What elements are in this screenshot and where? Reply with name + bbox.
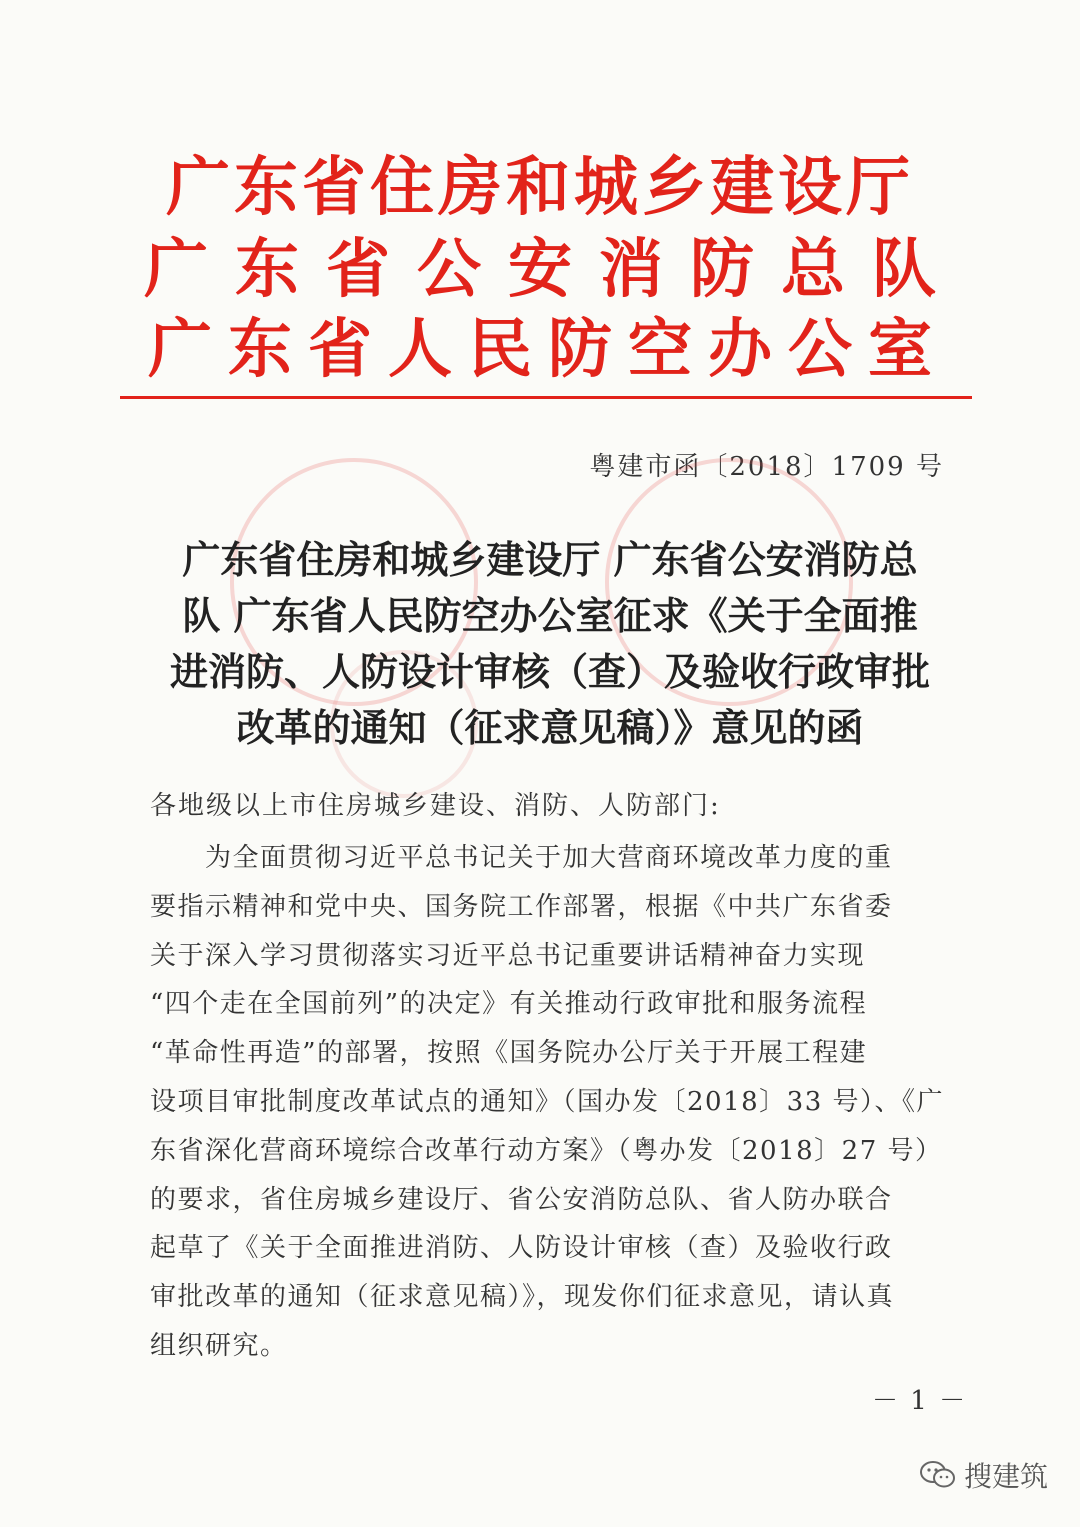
body-line: “四个走在全国前列”的决定》有关推动行政审批和服务流程 [150, 989, 868, 1020]
title-line: 进消防、人防设计审核（查）及验收行政审批 [169, 649, 930, 694]
body-line: 为全面贯彻习近平总书记关于加大营商环境改革力度的重 [150, 843, 893, 873]
header-agency-housing: 广东省住房和城乡建设厅 [166, 151, 914, 225]
body-line: 的要求，省住房城乡建设厅、省公安消防总队、省人防办联合 [150, 1184, 893, 1215]
title-line: 改革的通知（征求意见稿）》意见的函 [236, 705, 864, 750]
watermark-text: 搜建筑 [963, 1460, 1048, 1493]
body-line: 关于深入学习贯彻落实习近平总书记重要讲话精神奋力实现 [150, 940, 866, 971]
body-paragraph [150, 834, 950, 1371]
header-agency-fire: 广东省公安消防总队 [144, 233, 963, 307]
wechat-icon [920, 1460, 956, 1490]
body-line: 组织研究。 [150, 1330, 288, 1361]
header-agency-civil-defense: 广东省人民防空办公室 [148, 313, 948, 387]
body-line: 起草了《关于全面推进消防、人防设计审核（查）及验收行政 [150, 1233, 893, 1264]
source-watermark [920, 1455, 1048, 1495]
document-number: 粤建市函〔2018〕1709 号 [589, 452, 944, 482]
page-number: － 1 － [872, 1386, 968, 1416]
title-line: 队 广东省人民防空办公室征求《关于全面推 [182, 593, 918, 638]
document-title [145, 532, 955, 756]
body-line: “革命性再造”的部署，按照《国务院办公厅关于开展工程建 [150, 1038, 868, 1069]
body-line: 要指示精神和党中央、国务院工作部署，根据《中共广东省委 [150, 891, 893, 922]
body-line: 审批改革的通知（征求意见稿）》，现发你们征求意见，请认真 [150, 1282, 895, 1313]
salutation: 各地级以上市住房城乡建设、消防、人防部门: [150, 791, 721, 821]
red-divider [120, 396, 972, 399]
title-line: 广东省住房和城乡建设厅 广东省公安消防总 [182, 537, 918, 582]
body-line: 东省深化营商环境综合改革行动方案》（粤办发〔2018〕27 号） [150, 1135, 943, 1166]
body-line: 设项目审批制度改革试点的通知》（国办发〔2018〕33 号）、《广 [150, 1086, 945, 1117]
